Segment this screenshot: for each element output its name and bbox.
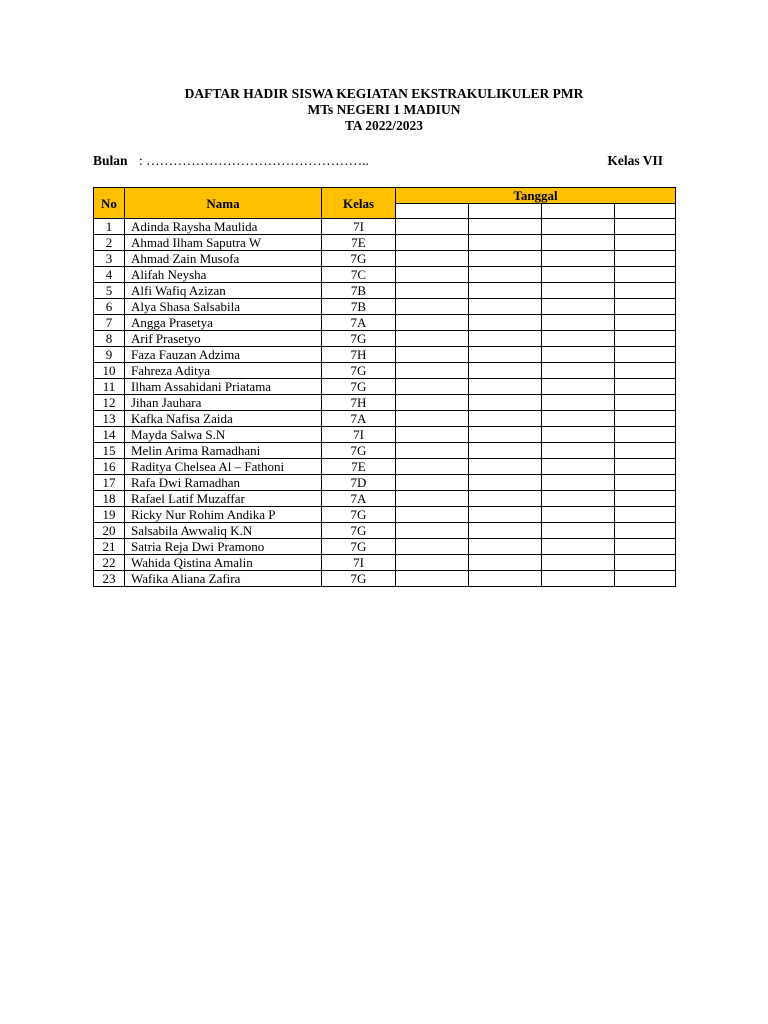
table-row (94, 539, 676, 555)
attendance-cell[interactable] (469, 491, 542, 507)
header-tanggal: Tanggal (396, 188, 676, 204)
row-no: 19 (94, 507, 125, 523)
row-nama: Angga Prasetya (125, 315, 322, 331)
row-nama: Faza Fauzan Adzima (125, 347, 322, 363)
row-no: 5 (94, 283, 125, 299)
attendance-cell[interactable] (615, 491, 676, 507)
row-kelas: 7I (322, 555, 396, 571)
attendance-cell[interactable] (469, 331, 542, 347)
attendance-cell[interactable] (396, 411, 469, 427)
attendance-cell[interactable] (469, 475, 542, 491)
table-row (94, 267, 676, 283)
table-row (94, 427, 676, 443)
attendance-cell[interactable] (542, 219, 615, 235)
table-row (94, 363, 676, 379)
table-row (94, 315, 676, 331)
row-no: 18 (94, 491, 125, 507)
table-row (94, 235, 676, 251)
attendance-cell[interactable] (542, 491, 615, 507)
row-nama: Ilham Assahidani Priatama (125, 379, 322, 395)
meta-line (93, 153, 663, 171)
table-row (94, 251, 676, 267)
attendance-cell[interactable] (615, 331, 676, 347)
row-kelas: 7G (322, 443, 396, 459)
row-kelas: 7G (322, 363, 396, 379)
attendance-cell[interactable] (469, 459, 542, 475)
row-no: 7 (94, 315, 125, 331)
attendance-cell[interactable] (615, 539, 676, 555)
attendance-cell[interactable] (542, 235, 615, 251)
attendance-cell[interactable] (615, 507, 676, 523)
bulan-value: : ………………………………………….. (139, 153, 369, 168)
row-no: 9 (94, 347, 125, 363)
tanggal-cell[interactable] (615, 204, 676, 219)
row-nama: Alfi Wafiq Azizan (125, 283, 322, 299)
attendance-cell[interactable] (542, 571, 615, 587)
row-nama: Raditya Chelsea Al – Fathoni (125, 459, 322, 475)
row-no: 3 (94, 251, 125, 267)
table-row (94, 459, 676, 475)
attendance-cell[interactable] (615, 411, 676, 427)
attendance-cell[interactable] (542, 283, 615, 299)
attendance-cell[interactable] (542, 395, 615, 411)
attendance-cell[interactable] (396, 299, 469, 315)
row-nama: Wafika Aliana Zafira (125, 571, 322, 587)
attendance-cell[interactable] (396, 395, 469, 411)
attendance-cell[interactable] (542, 347, 615, 363)
attendance-cell[interactable] (542, 523, 615, 539)
header-kelas: Kelas (322, 188, 396, 219)
attendance-cell[interactable] (615, 475, 676, 491)
row-nama: Rafael Latif Muzaffar (125, 491, 322, 507)
row-no: 2 (94, 235, 125, 251)
attendance-cell[interactable] (469, 507, 542, 523)
row-no: 6 (94, 299, 125, 315)
attendance-cell[interactable] (396, 379, 469, 395)
attendance-cell[interactable] (396, 443, 469, 459)
row-kelas: 7I (322, 219, 396, 235)
row-no: 14 (94, 427, 125, 443)
row-nama: Adinda Raysha Maulida (125, 219, 322, 235)
attendance-cell[interactable] (542, 507, 615, 523)
attendance-cell[interactable] (469, 379, 542, 395)
attendance-cell[interactable] (396, 491, 469, 507)
attendance-cell[interactable] (615, 571, 676, 587)
row-kelas: 7G (322, 331, 396, 347)
row-kelas: 7E (322, 459, 396, 475)
row-no: 1 (94, 219, 125, 235)
attendance-cell[interactable] (396, 507, 469, 523)
row-nama: Rafa Dwi Ramadhan (125, 475, 322, 491)
attendance-cell[interactable] (615, 555, 676, 571)
row-kelas: 7G (322, 251, 396, 267)
attendance-cell[interactable] (396, 539, 469, 555)
row-kelas: 7H (322, 347, 396, 363)
row-nama: Kafka Nafisa Zaida (125, 411, 322, 427)
table-row (94, 523, 676, 539)
attendance-cell[interactable] (396, 267, 469, 283)
row-no: 20 (94, 523, 125, 539)
attendance-cell[interactable] (542, 443, 615, 459)
table-row (94, 219, 676, 235)
row-no: 23 (94, 571, 125, 587)
row-kelas: 7G (322, 379, 396, 395)
title-line-1: DAFTAR HADIR SISWA KEGIATAN EKSTRAKULIKULER PMR (184, 86, 584, 101)
row-kelas: 7G (322, 507, 396, 523)
row-nama: Melin Arima Ramadhani (125, 443, 322, 459)
table-row (94, 475, 676, 491)
row-kelas: 7E (322, 235, 396, 251)
attendance-cell[interactable] (542, 475, 615, 491)
attendance-cell[interactable] (542, 331, 615, 347)
table-row (94, 347, 676, 363)
row-kelas: 7A (322, 411, 396, 427)
tanggal-cell[interactable] (396, 204, 469, 219)
row-nama: Mayda Salwa S.N (125, 427, 322, 443)
attendance-cell[interactable] (469, 523, 542, 539)
row-no: 11 (94, 379, 125, 395)
row-no: 22 (94, 555, 125, 571)
table-row (94, 331, 676, 347)
attendance-cell[interactable] (615, 267, 676, 283)
attendance-cell[interactable] (615, 347, 676, 363)
attendance-cell[interactable] (469, 363, 542, 379)
attendance-cell[interactable] (396, 315, 469, 331)
attendance-cell[interactable] (469, 411, 542, 427)
attendance-cell[interactable] (542, 459, 615, 475)
attendance-cell[interactable] (615, 363, 676, 379)
attendance-cell[interactable] (615, 523, 676, 539)
title-line-3: TA 2022/2023 (344, 118, 424, 133)
attendance-cell[interactable] (396, 331, 469, 347)
row-no: 17 (94, 475, 125, 491)
row-nama: Wahida Qistina Amalin (125, 555, 322, 571)
attendance-cell[interactable] (542, 379, 615, 395)
attendance-cell[interactable] (469, 235, 542, 251)
row-no: 12 (94, 395, 125, 411)
row-kelas: 7A (322, 491, 396, 507)
attendance-cell[interactable] (396, 523, 469, 539)
table-row (94, 395, 676, 411)
row-nama: Arif Prasetyo (125, 331, 322, 347)
attendance-cell[interactable] (396, 219, 469, 235)
attendance-cell[interactable] (469, 443, 542, 459)
row-nama: Alya Shasa Salsabila (125, 299, 322, 315)
row-nama: Ahmad Zain Musofa (125, 251, 322, 267)
row-nama: Alifah Neysha (125, 267, 322, 283)
row-kelas: 7B (322, 283, 396, 299)
attendance-cell[interactable] (615, 219, 676, 235)
row-nama: Salsabila Awwaliq K.N (125, 523, 322, 539)
row-no: 16 (94, 459, 125, 475)
attendance-cell[interactable] (469, 251, 542, 267)
table-body (94, 219, 676, 587)
kelas-label: Kelas VII (607, 153, 663, 168)
table-row (94, 443, 676, 459)
attendance-cell[interactable] (615, 379, 676, 395)
attendance-cell[interactable] (615, 459, 676, 475)
attendance-cell[interactable] (469, 283, 542, 299)
row-kelas: 7D (322, 475, 396, 491)
attendance-cell[interactable] (469, 395, 542, 411)
row-kelas: 7H (322, 395, 396, 411)
table-row (94, 491, 676, 507)
attendance-cell[interactable] (615, 443, 676, 459)
row-kelas: 7C (322, 267, 396, 283)
row-no: 15 (94, 443, 125, 459)
attendance-cell[interactable] (469, 571, 542, 587)
attendance-cell[interactable] (469, 267, 542, 283)
attendance-cell[interactable] (542, 363, 615, 379)
row-kelas: 7G (322, 539, 396, 555)
attendance-cell[interactable] (615, 395, 676, 411)
row-kelas: 7G (322, 571, 396, 587)
row-nama: Satria Reja Dwi Pramono (125, 539, 322, 555)
attendance-cell[interactable] (615, 283, 676, 299)
attendance-cell[interactable] (542, 299, 615, 315)
attendance-cell[interactable] (542, 315, 615, 331)
row-no: 8 (94, 331, 125, 347)
header-nama: Nama (125, 188, 322, 219)
attendance-cell[interactable] (396, 283, 469, 299)
table-row (94, 571, 676, 587)
row-kelas: 7B (322, 299, 396, 315)
row-kelas: 7G (322, 523, 396, 539)
attendance-cell[interactable] (469, 555, 542, 571)
row-kelas: 7I (322, 427, 396, 443)
document-header (0, 86, 768, 134)
row-nama: Ricky Nur Rohim Andika P (125, 507, 322, 523)
attendance-cell[interactable] (542, 555, 615, 571)
table-row (94, 299, 676, 315)
attendance-cell[interactable] (469, 427, 542, 443)
attendance-cell[interactable] (469, 299, 542, 315)
tanggal-cell[interactable] (542, 204, 615, 219)
row-no: 4 (94, 267, 125, 283)
attendance-cell[interactable] (542, 427, 615, 443)
attendance-cell[interactable] (469, 539, 542, 555)
attendance-table (93, 187, 676, 587)
row-nama: Ahmad Ilham Saputra W (125, 235, 322, 251)
table-row (94, 379, 676, 395)
attendance-cell[interactable] (542, 267, 615, 283)
attendance-cell[interactable] (542, 251, 615, 267)
attendance-cell[interactable] (396, 235, 469, 251)
row-kelas: 7A (322, 315, 396, 331)
attendance-cell[interactable] (615, 427, 676, 443)
row-nama: Fahreza Aditya (125, 363, 322, 379)
attendance-cell[interactable] (396, 571, 469, 587)
table-row (94, 283, 676, 299)
attendance-cell[interactable] (396, 251, 469, 267)
header-no: No (94, 188, 125, 219)
attendance-cell[interactable] (615, 235, 676, 251)
attendance-cell[interactable] (396, 555, 469, 571)
row-nama: Jihan Jauhara (125, 395, 322, 411)
table-row (94, 507, 676, 523)
attendance-cell[interactable] (469, 347, 542, 363)
attendance-cell[interactable] (615, 315, 676, 331)
row-no: 10 (94, 363, 125, 379)
table-row (94, 555, 676, 571)
attendance-cell[interactable] (396, 475, 469, 491)
bulan-label: Bulan (93, 153, 128, 168)
row-no: 21 (94, 539, 125, 555)
attendance-cell[interactable] (396, 347, 469, 363)
title-line-2: MTs NEGERI 1 MADIUN (307, 102, 461, 117)
attendance-cell[interactable] (396, 427, 469, 443)
attendance-cell[interactable] (542, 411, 615, 427)
table-row (94, 411, 676, 427)
attendance-cell[interactable] (469, 315, 542, 331)
attendance-cell[interactable] (396, 459, 469, 475)
row-no: 13 (94, 411, 125, 427)
attendance-cell[interactable] (396, 363, 469, 379)
tanggal-cell[interactable] (469, 204, 542, 219)
attendance-cell[interactable] (615, 299, 676, 315)
attendance-cell[interactable] (469, 219, 542, 235)
attendance-cell[interactable] (615, 251, 676, 267)
attendance-cell[interactable] (542, 539, 615, 555)
